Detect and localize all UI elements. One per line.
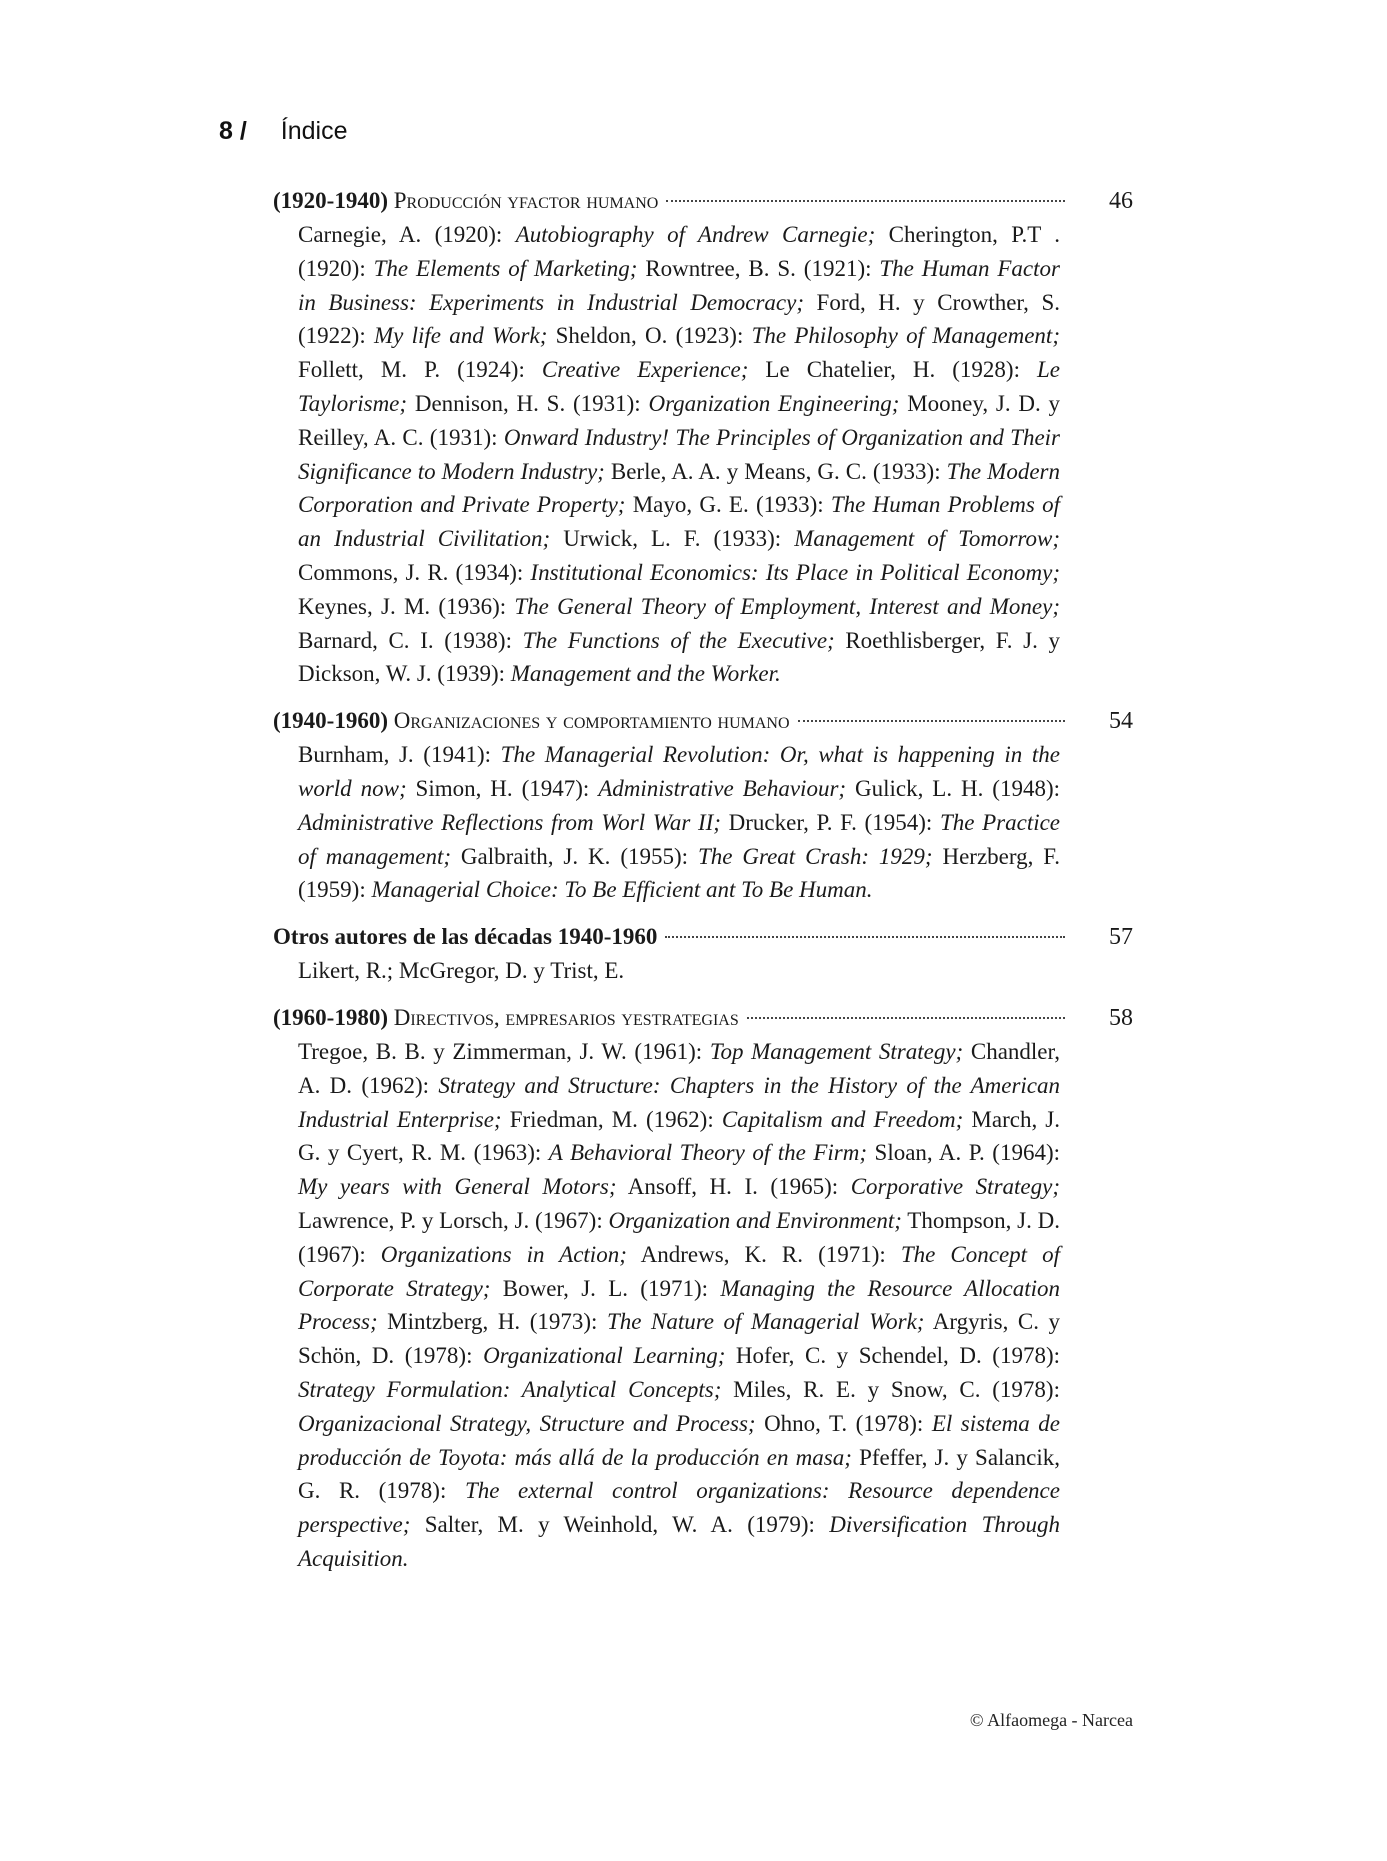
reference-title: Le Taylorisme; [298, 357, 1061, 416]
toc-entry-heading[interactable] [273, 1001, 1133, 1035]
reference-title: The Elements of Marketing; [373, 255, 638, 281]
page-header [219, 116, 348, 146]
reference-author: Gulick, L. H. (1948): [846, 775, 1060, 801]
reference-title: The Philosophy of Management; [751, 323, 1060, 349]
reference-title: Corporative Strategy; [850, 1174, 1060, 1200]
reference-title: Diversification Through Acquisition. [298, 1512, 1060, 1571]
toc-entry-heading[interactable] [273, 704, 1133, 738]
dot-leader [747, 1017, 1065, 1019]
toc-section-title: Otros autores de las décadas 1940-1960 [273, 924, 658, 950]
reference-title: Organizacional Strategy, Structure and Process; [298, 1410, 756, 1436]
reference-title: Managing the Resource Allocation Process; [298, 1275, 1060, 1335]
reference-author: Urwick, L. F. (1933): [550, 526, 795, 552]
reference-title: Administrative Behaviour; [598, 775, 847, 801]
reference-author: Berle, A. A. y Means, G. C. (1933): [604, 458, 947, 484]
copyright-footer: © Alfaomega - Narcea [969, 1710, 1133, 1730]
toc-entry-label [273, 704, 790, 738]
toc-period: (1920-1940) [273, 188, 388, 213]
reference-title: Institutional Economics: Its Place in Political Economy; [530, 559, 1060, 585]
reference-author: Ansoff, H. I. (1965): [616, 1174, 851, 1200]
reference-title: The external control organizations: Resource dependence perspective; [298, 1478, 1060, 1538]
reference-author: Lawrence, P. y Lorsch, J. (1967): [298, 1207, 609, 1233]
page-number: 8 / [219, 117, 247, 145]
reference-title: My life and Work; [373, 323, 548, 349]
reference-author: Hofer, C. y Schendel, D. (1978): [725, 1343, 1061, 1369]
reference-title: The Great Crash: 1929; [697, 843, 933, 869]
toc-page-number: 57 [1109, 924, 1133, 951]
reference-author: Simon, H. (1947): [406, 775, 599, 801]
reference-title: El sistema de producción de Toyota: más allá de la producción en masa; [298, 1410, 1060, 1470]
reference-author: Roethlisberger, F. J. y Dickson, W. J. (1939): [298, 627, 1060, 687]
toc-entry-1940-1960 [273, 704, 1133, 907]
reference-author: Rowntree, B. S. (1921): [637, 255, 880, 281]
toc-entry-1920-1940 [273, 184, 1133, 691]
reference-author: Sheldon, O. (1923): [547, 323, 752, 349]
reference-title: The Concept of Corporate Strategy; [298, 1241, 1061, 1301]
reference-author: Ford, H. y Crowther, S. (1922): [298, 289, 1060, 349]
dot-leader [665, 936, 1065, 938]
dot-leader [798, 720, 1065, 722]
toc-section-title: Organizaciones y comportamiento humano [393, 708, 790, 734]
reference-author: Mintzberg, H. (1973): [377, 1309, 607, 1335]
toc-entry-otros-autores [273, 920, 1133, 988]
reference-author: Friedman, M. (1962): [501, 1106, 722, 1132]
reference-author: Chandler, A. D. (1962): [298, 1038, 1060, 1098]
reference-author: Mooney, J. D. y Reilley, A. C. (1931): [298, 390, 1060, 450]
reference-author: Mayo, G. E. (1933): [625, 492, 831, 518]
reference-title: Management of Tomorrow; [794, 526, 1061, 552]
reference-title: The Nature of Managerial Work; [606, 1309, 925, 1335]
reference-author: Barnard, C. I. (1938): [298, 627, 523, 653]
toc-section-title: Producción yfactor humano [393, 188, 659, 213]
reference-title: Management and the Worker. [510, 661, 781, 687]
reference-author: Commons, J. R. (1934): [298, 559, 531, 585]
reference-author: Bower, J. L. (1971): [490, 1275, 721, 1301]
reference-author: Follett, M. P. (1924): [298, 357, 542, 383]
reference-title: The Practice of management; [298, 809, 1061, 869]
dot-leader [666, 200, 1065, 202]
reference-title: Managerial Choice: To Be Efficient ant To Be Human. [371, 877, 873, 903]
reference-title: Strategy Formulation: Analytical Concepts; [298, 1376, 722, 1402]
toc-page-number: 54 [1109, 708, 1133, 735]
reference-author: Carnegie, A. (1920): [298, 222, 516, 247]
reference-title: Strategy and Structure: Chapters in the History of the American Industrial Enterprise; [298, 1072, 1060, 1132]
toc-entry-heading[interactable] [273, 184, 1133, 218]
reference-title: The Human Problems of an Industrial Civilitation; [298, 492, 1060, 552]
toc-entry-references [298, 218, 1060, 691]
reference-author: Drucker, P. F. (1954): [720, 809, 940, 835]
reference-title: My years with General Motors; [298, 1174, 617, 1200]
reference-title: The Human Factor in Business: Experiments in Industrial Democracy; [298, 255, 1060, 315]
reference-title: The General Theory of Employment, Interest and Money; [514, 593, 1060, 619]
reference-author: Andrews, K. R. (1971): [626, 1241, 901, 1267]
reference-author: Keynes, J. M. (1936): [298, 593, 515, 619]
toc-entry-text: Likert, R.; McGregor, D. y Trist, E. [298, 958, 625, 984]
reference-title: Capitalism and Freedom; [721, 1106, 964, 1132]
reference-title: Organization Engineering; [648, 390, 900, 416]
reference-title: A Behavioral Theory of the Firm; [548, 1140, 868, 1166]
toc-entry-references [298, 1035, 1060, 1576]
reference-author: Argyris, C. y Schön, D. (1978): [298, 1309, 1060, 1369]
toc-page-number: 46 [1109, 188, 1133, 214]
reference-author: Galbraith, J. K. (1955): [451, 843, 698, 869]
toc-entry-references [298, 738, 1060, 907]
toc-section-title: Directivos, empresarios yestrategias [393, 1004, 739, 1030]
reference-author: March, J. G. y Cyert, R. M. (1963): [298, 1106, 1060, 1166]
reference-author: Salter, M. y Weinhold, W. A. (1979): [410, 1512, 830, 1538]
reference-title: Organizations in Action; [380, 1241, 627, 1267]
reference-title: Creative Experience; [541, 357, 749, 383]
reference-title: The Modern Corporation and Private Property; [298, 458, 1060, 518]
toc-entry-heading[interactable] [273, 920, 1133, 954]
reference-author: Herzberg, F. (1959): [298, 843, 1060, 903]
toc-page-number: 58 [1109, 1004, 1133, 1031]
reference-author: Dennison, H. S. (1931): [407, 390, 649, 416]
reference-title: Autobiography of Andrew Carnegie; [515, 222, 876, 247]
toc-period: (1940-1960) [273, 708, 388, 734]
toc-entry-label [273, 1001, 739, 1035]
reference-title: Top Management Strategy; [709, 1038, 964, 1064]
reference-author: Burnham, J. (1941): [298, 742, 501, 768]
reference-title: Organization and Environment; [608, 1207, 902, 1233]
page-title: Índice [280, 117, 348, 145]
reference-author: Pfeffer, J. y Salancik, G. R. (1978): [298, 1444, 1060, 1504]
reference-author: Tregoe, B. B. y Zimmerman, J. W. (1961): [298, 1038, 710, 1064]
toc-entry-label [273, 184, 658, 218]
reference-title: The Functions of the Executive; [522, 627, 835, 653]
reference-author: Ohno, T. (1978): [755, 1410, 932, 1436]
toc-entry-1960-1980 [273, 1001, 1133, 1576]
reference-author: Le Chatelier, H. (1928): [748, 357, 1038, 383]
reference-title: Administrative Reflections from Worl War II; [298, 809, 721, 835]
table-of-contents [273, 184, 1133, 1589]
reference-title: Organizational Learning; [483, 1343, 726, 1369]
reference-author: Miles, R. E. y Snow, C. (1978): [721, 1376, 1060, 1402]
reference-title: The Managerial Revolution: Or, what is happening in the world now; [298, 742, 1060, 801]
reference-author: Cherington, P.T . (1920): [298, 222, 1060, 281]
toc-period: (1960-1980) [273, 1004, 388, 1030]
reference-author: Thompson, J. D. (1967): [298, 1207, 1060, 1267]
reference-author: Sloan, A. P. (1964): [867, 1140, 1061, 1166]
reference-title: Onward Industry! The Principles of Organization and Their Significance to Modern Industry; [298, 424, 1061, 484]
